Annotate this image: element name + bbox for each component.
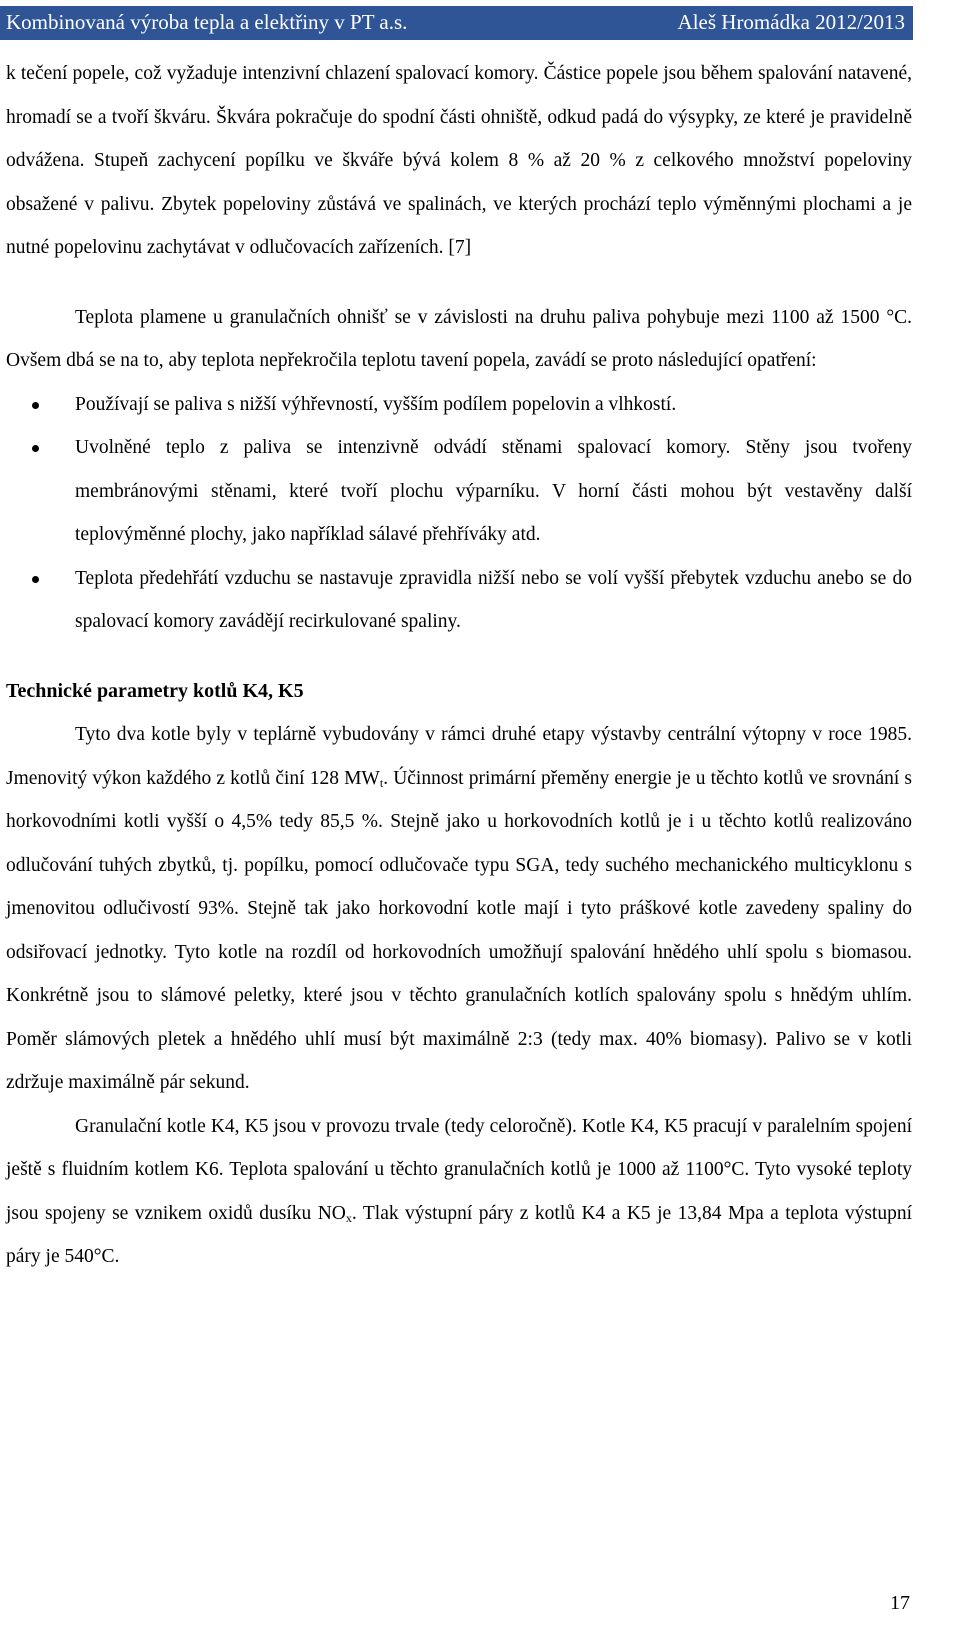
text-run: Granulační kotle K4, K5 jsou v provozu trvale (tedy celoročně). Kotle K4, K5 pracují v paralelním spojení ještě s fluidním kotlem K6. Teplota spalování u těchto granulačních kotlů je 1000 až 1100°C. Tyto vysoké teploty jsou spojeny se vznikem oxidů dusíku NO bbox=[6, 1115, 912, 1224]
paragraph-boiler-parameters bbox=[6, 713, 912, 1105]
section-heading: Technické parametry kotlů K4, K5 bbox=[6, 679, 304, 702]
subscript-x: x bbox=[345, 1210, 352, 1225]
paragraph-gap bbox=[6, 270, 912, 296]
page-number: 17 bbox=[890, 1592, 910, 1614]
paragraph-ash-slag: k tečení popele, což vyžaduje intenzivní chlazení spalovací komory. Částice popele jsou během spalování natavené, hromadí se a tvoří škváru. Škvára pokračuje do spodní části ohniště, odkud padá do výsypky, ze které je pravidelně odvážena. Stupeň zachycení popílku ve škváře bývá kolem 8 % až 20 % z celkového množství popeloviny obsažené v palivu. Zbytek popeloviny zůstává ve spalinách, ve kterých prochází teplo výměnnými plochami a je nutné popelovinu zachytávat v odlučovacích zařízeních. [7] bbox=[6, 63, 912, 258]
main-text bbox=[6, 52, 912, 1279]
text-run: . Tlak výstupní páry z kotlů K4 a K5 je 13,84 Mpa a teplota výstupní páry je 540°C. bbox=[6, 1202, 912, 1267]
header-author-year: Aleš Hromádka 2012/2013 bbox=[677, 10, 905, 34]
subscript-t: t bbox=[379, 775, 384, 790]
header-title: Kombinovaná výroba tepla a elektřiny v PT a.s. bbox=[6, 10, 408, 34]
text-run: . Účinnost primární přeměny energie je u těchto kotlů ve srovnání s horkovodními kotli vyšší o 4,5% tedy 85,5 %. Stejně jako u horkovodních kotlů je i u těchto kotlů realizováno odlučování tuhých zbytků, tj. popílku, pomocí odlučovače typu SGA, tedy suchého mechanického multicyklonu s jmenovitou odlučivostí 93%. Stejně tak jako horkovodní kotle mají i tyto práškové kotle zavedeny spaliny do odsiřovací jednotky. Tyto kotle na rozdíl od horkovodních umožňují spalování hnědého uhlí spolu s biomasou. Konkrétně jsou to slámové peletky, které jsou v těchto granulačních kotlích spalovány spolu s hnědým uhlím. Poměr slámových pletek a hnědého uhlí musí být maximálně 2:3 (tedy max. 40% biomasy). Palivo se v kotli zdržuje maximálně pár sekund. bbox=[6, 767, 912, 1093]
list-item: Uvolněné teplo z paliva se intenzivně odvádí stěnami spalovací komory. Stěny jsou tvořeny membránovými stěnami, které tvoří plochu výparníku. V horní části mohou být vestavěny další teplovýměnné plochy, jako například sálavé přehříváky atd. bbox=[6, 426, 912, 557]
measures-list bbox=[6, 383, 912, 644]
paragraph-gap bbox=[6, 644, 912, 670]
paragraph-flame-temperature: Teplota plamene u granulačních ohnišť se v závislosti na druhu paliva pohybuje mezi 1100 až 1500 °C. Ovšem dbá se na to, aby teplota nepřekročila teplotu tavení popela, zavádí se proto následující opatření: bbox=[6, 306, 912, 371]
running-header bbox=[0, 6, 913, 40]
list-item: Teplota předehřátí vzduchu se nastavuje zpravidla nižší nebo se volí vyšší přebytek vzduchu anebo se do spalovací komory zavádějí recirkulované spaliny. bbox=[6, 557, 912, 644]
list-item: Používají se paliva s nižší výhřevností, vyšším podílem popelovin a vlhkostí. bbox=[6, 383, 912, 427]
paragraph-boiler-operation bbox=[6, 1105, 912, 1279]
text-run: Tyto dva kotle byly v teplárně vybudovány v rámci druhé etapy výstavby centrální výtopny v roce 1985. Jmenovitý výkon každého z kotlů činí 128 MW bbox=[6, 724, 912, 789]
